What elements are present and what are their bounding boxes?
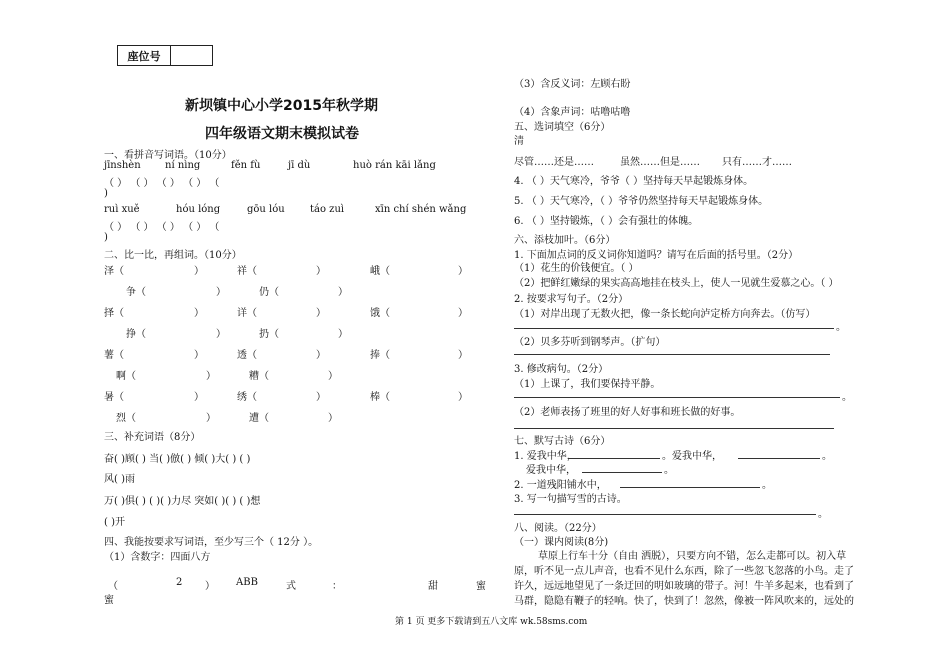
compare-close: ） [328, 413, 338, 424]
compare-close: ） [458, 350, 468, 361]
poem-line-1b: 。爱我中华， [662, 451, 722, 462]
line-period: 。 [822, 451, 832, 462]
compare-char: 详（ [237, 308, 257, 319]
word-req-2-part: （ [108, 581, 118, 592]
section-4-heading: 四、我能按要求写词语，至少写三个（ 12分 ）。 [104, 537, 319, 548]
compare-close: ） [316, 308, 326, 319]
pinyin-5: huò rán kāi lǎng [353, 160, 436, 171]
compare-char: 峨（ [370, 266, 390, 277]
seat-number-label: 座位号 [118, 46, 171, 65]
section-8-heading: 八、阅读。（22分） [514, 523, 602, 534]
pinyin-9: táo zuì [310, 204, 345, 215]
section-5-heading: 五、选词填空（6分） [514, 122, 611, 133]
answer-line[interactable] [582, 472, 662, 473]
reading-subheading: （一）课内阅读(8分) [514, 537, 609, 548]
pinyin-3: fěn fù [231, 160, 261, 171]
passage-line: 马群，隐隐有鞭子的轻响。快了，快到了！忽然，像被一阵风吹来的，远处的 [514, 596, 854, 607]
answer-blank-close-2: ) [104, 232, 108, 243]
section-6-heading: 六、添枝加叶。（6分） [514, 235, 616, 246]
compare-char: 扔（ [259, 329, 279, 340]
seat-number-field[interactable] [171, 46, 212, 65]
fill-q6[interactable]: 6. （ ）坚持锻炼，（ ）会有强壮的体魄。 [514, 216, 699, 227]
pinyin-8: gōu lóu [247, 204, 285, 215]
section-1-heading: 一、看拼音写词语。（10分） [104, 150, 232, 161]
word-req-1: （1）含数字：四面八方 [104, 552, 211, 563]
fill-q4[interactable]: 4. （ ）天气寒冷，爷爷（ ）坚持每天早起锻炼身体。 [514, 176, 754, 187]
poem-line-1c: 爱我中华， [526, 465, 576, 476]
choice-1: 尽管……还是…… [514, 157, 594, 168]
s6-q3b: （2）老师表扬了班里的好人好事和班长做的好事。 [514, 407, 741, 418]
page-footer: 第 1 页 更多下载请到五八文库 wk.58sms.com [395, 617, 588, 627]
pinyin-2: ní nìng [165, 160, 201, 171]
compare-close: ） [328, 371, 338, 382]
line-period: 。 [836, 322, 846, 333]
pinyin-6: ruì xuě [104, 204, 140, 215]
compare-close: ） [316, 392, 326, 403]
compare-char: 透（ [237, 350, 257, 361]
s6-q2a: （1）对岸出现了无数火把，像一条长蛇向泸定桥方向奔去。（仿写） [514, 309, 816, 320]
poem-line-1a: 1. 爱我中华， [514, 451, 577, 462]
compare-close: ） [316, 350, 326, 361]
word-req-2-part: ） [205, 581, 215, 592]
s6-q1: 1. 下面加点词的反义词你知道吗？请写在后面的括号里。（2分） [514, 250, 799, 261]
compare-close: ） [458, 392, 468, 403]
compare-char: 捧（ [370, 350, 390, 361]
idiom-row-3[interactable]: 万( )俱( ) ( )( )力尽 突如( )( ) ( )想 [104, 496, 261, 507]
answer-line[interactable] [514, 328, 834, 329]
section-2-heading: 二、比一比，再组词。（10分） [104, 250, 242, 261]
compare-char: 饿（ [370, 308, 390, 319]
compare-char: 薯（ [104, 350, 124, 361]
passage-line: 草原上行车十分（自由 洒脱），只要方向不错，怎么走都可以。初入草 [538, 551, 847, 562]
answer-line[interactable] [514, 354, 830, 355]
compare-char: 暑（ [104, 392, 124, 403]
compare-close: ） [194, 266, 204, 277]
s6-q3: 3. 修改病句。（2分） [514, 364, 609, 375]
compare-char: 挣（ [126, 329, 146, 340]
s6-q2: 2. 按要求写句子。（2分） [514, 294, 629, 305]
compare-close: ） [206, 371, 216, 382]
compare-char: 糟（ [249, 371, 269, 382]
s6-q1b[interactable]: （2）把鲜红嫩绿的果实高高地挂在枝头上，使人一见就生爱慕之心。（ ） [514, 278, 839, 289]
word-req-3: （3）含反义词：左顾右盼 [514, 79, 631, 90]
answer-line[interactable] [514, 514, 816, 515]
compare-close: ） [194, 308, 204, 319]
compare-char: 棒（ [370, 392, 390, 403]
word-req-2-part: 甜 [428, 581, 438, 592]
compare-char: 烈（ [116, 413, 136, 424]
choice-3: 只有……才…… [722, 157, 792, 168]
line-period: 。 [664, 465, 674, 476]
answer-blanks-1[interactable]: （ ） （ ） （ ） （ ） （ [104, 178, 220, 189]
compare-char: 择（ [104, 308, 124, 319]
compare-close: ） [194, 350, 204, 361]
compare-char: 祥（ [237, 266, 257, 277]
school-title: 新坝镇中心小学2015年秋学期 [185, 98, 378, 114]
answer-blank-close-1: ) [104, 188, 108, 199]
answer-line[interactable] [620, 487, 760, 488]
exam-title: 四年级语文期末模拟试卷 [205, 126, 359, 142]
stray-char: 清 [514, 136, 524, 147]
compare-char: 遭（ [249, 413, 269, 424]
line-period: 。 [842, 392, 852, 403]
word-req-2-wrap: 蜜 [104, 595, 114, 606]
word-req-2-part: 式 [286, 581, 296, 592]
idiom-row-1[interactable]: 奋( )顾( ) 当( )倣( ) 倾( )大( ) ( ) [104, 454, 251, 465]
s6-q3a: （1）上课了，我们要保持平静。 [514, 379, 661, 390]
answer-line[interactable] [568, 458, 660, 459]
compare-char: 啊（ [116, 371, 136, 382]
answer-line[interactable] [514, 397, 840, 398]
compare-close: ） [316, 266, 326, 277]
line-period: 。 [762, 480, 772, 491]
idiom-row-2[interactable]: 风( )雨 [104, 474, 135, 485]
pinyin-1: jīnshèn [104, 160, 141, 171]
fill-q5[interactable]: 5. （ ）天气寒冷，（ ）爷爷仍然坚持每天早起锻炼身体。 [514, 196, 769, 207]
word-req-2-part: ABB [236, 577, 258, 588]
word-req-4: （4）含象声词：咕噜咕噜 [514, 107, 631, 118]
compare-close: ） [194, 392, 204, 403]
idiom-row-4[interactable]: ( )开 [104, 517, 125, 528]
compare-close: ） [216, 287, 226, 298]
compare-close: ） [458, 308, 468, 319]
answer-blanks-2[interactable]: （ ） （ ） （ ） （ ） （ [104, 222, 220, 233]
answer-line[interactable] [514, 428, 834, 429]
compare-char: 仍（ [259, 287, 279, 298]
answer-line[interactable] [738, 458, 820, 459]
section-7-heading: 七、默写古诗（6分） [514, 436, 611, 447]
s6-q2b: （2）贝多芬听到钢琴声。（扩句） [514, 337, 666, 348]
word-req-2-part: 2 [176, 577, 183, 588]
s6-q1a[interactable]: （1）花生的价钱便宜。（ ） [514, 263, 639, 274]
poem-line-3: 3. 写一句描写雪的古诗。 [514, 494, 627, 505]
word-req-2-part: ： [332, 581, 342, 592]
pinyin-7: hóu lóng [176, 204, 221, 215]
choice-2: 虽然……但是…… [620, 157, 700, 168]
passage-line: 原，听不见一点儿声音，也看不见什么东西，除了一些忽飞忽落的小鸟。走了 [514, 566, 854, 577]
compare-close: ） [206, 413, 216, 424]
compare-close: ） [458, 266, 468, 277]
compare-close: ） [338, 287, 348, 298]
line-period: 。 [818, 509, 828, 520]
compare-char: 绣（ [237, 392, 257, 403]
word-req-2-part: 蜜 [476, 581, 486, 592]
passage-line: 许久，远远地望见了一条迂回的明如玻璃的带子。河！牛羊多起来，也看到了 [514, 581, 854, 592]
seat-number-box [117, 45, 213, 66]
poem-line-2: 2. 一道残阳铺水中， [514, 480, 607, 491]
section-3-heading: 三、补充词语（8分） [104, 432, 201, 443]
compare-close: ） [338, 329, 348, 340]
compare-close: ） [216, 329, 226, 340]
pinyin-4: jī dù [288, 160, 311, 171]
compare-char: 泽（ [104, 266, 124, 277]
pinyin-10: xīn chí shén wǎng [375, 204, 467, 215]
compare-char: 争（ [126, 287, 146, 298]
